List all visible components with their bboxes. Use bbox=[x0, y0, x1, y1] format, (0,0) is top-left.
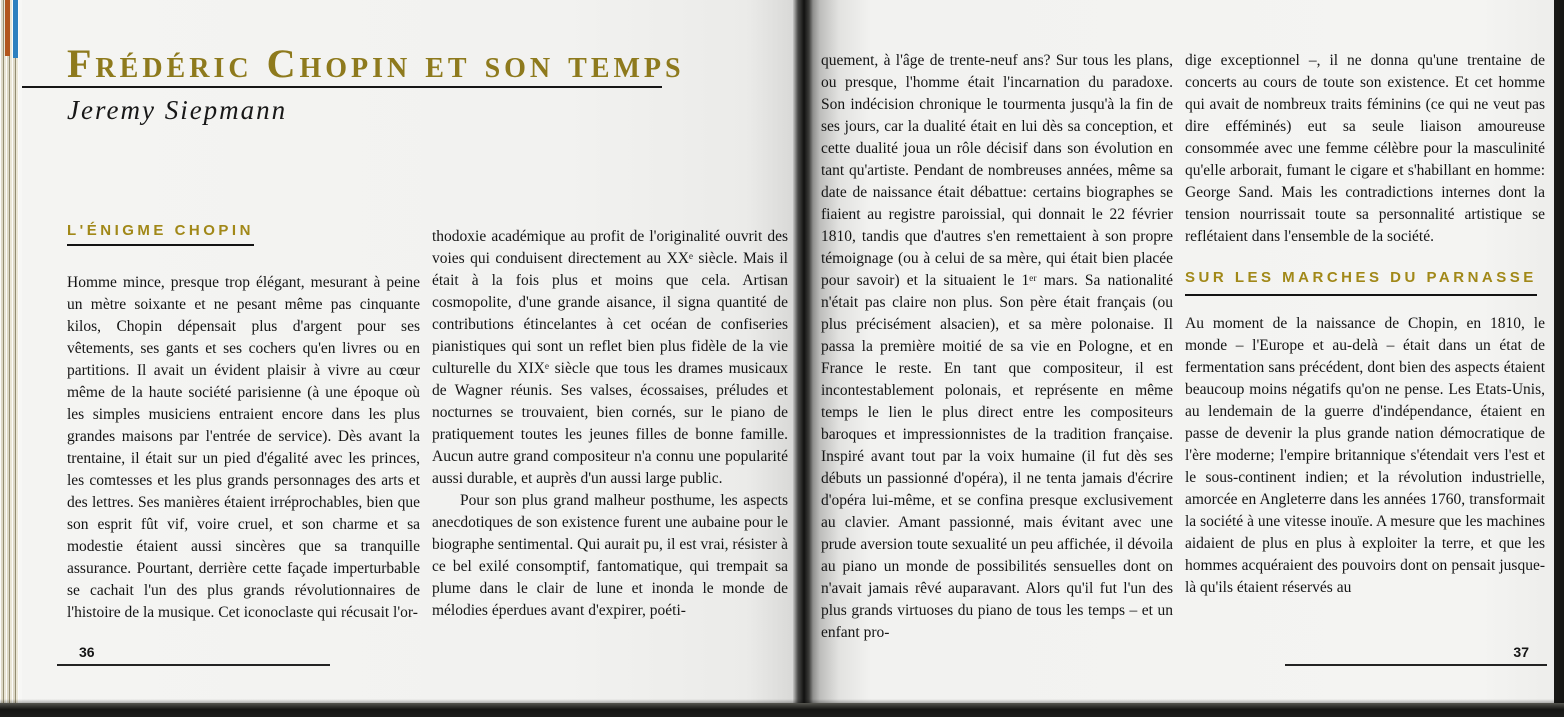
page-number: 37 bbox=[1513, 644, 1529, 660]
body-paragraph: quement, à l'âge de trente-neuf ans? Sur tous les plans, ou presque, l'homme était l'incarnation du paradoxe. Son indécision chronique le tourmenta jusqu'à la fin de ses jours, car la dualité était en lui dès sa conception, et cette dualité joua un rôle décisif dans son évolution en tant qu'artiste. Pendant de nombreuses années, même sa date de naissance était débattue: certains biographes se fiaient au registre paroissial, qui donnait le 22 février 1810, tandis que d'autres s'en remettaient à son propre témoignage (ou à celui de sa mère, qui était bien placée pour savoir) et la situaient le 1ᵉʳ mars. Sa nationalité n'était pas claire non plus. Son père était français (ou plus précisément alsacien), et sa mère polonaise. Il passa la première moitié de sa vie en Pologne, et en France le reste. En tant que compositeur, il est incontestablement polonais, et représente en même temps le lien le plus direct entre les compositeurs baroques et impressionnistes de la tradition française. Inspiré avant tout par la voix humaine (il fut dès ses débuts un passionné d'opéra), il ne tenta jamais d'écrire d'opéra lui-même, et se confina presque exclusivement au clavier. Amant passionné, mais évitant avec une prude aversion toute sexualité un peu affichée, il dévoila au piano un monde de possibilités sensuelles dont on n'avait jamais rêvé auparavant. Alors qu'il fut l'un des plus grands virtuoses du piano de tous les temps – et un enfant pro- bbox=[821, 52, 1173, 641]
page-fore-edges bbox=[0, 0, 22, 704]
author-name: Jeremy Siepmann bbox=[67, 95, 288, 125]
page-number-rule bbox=[57, 664, 330, 666]
blue-edge-stripe bbox=[13, 0, 18, 58]
body-paragraph: Homme mince, presque trop élégant, mesurant à peine un mètre soixante et ne pesant même pas cinquante kilos, Chopin dépensait plus d'argent pour ses vêtements, ses gants et ses cochers qu'en livres ou en partitions. Il avait un évident plaisir à vivre au cœur même de la haute société parisienne (à une époque où les simples musiciens entraient encore dans les plus grandes maisons par l'entrée de service). Dès avant la trentaine, il était sur un pied d'égalité avec les princes, les comtesses et les plus grands personnages des arts et des lettres. Ses manières étaient irréprochables, bien que son esprit fût vif, voire cruel, et son charme et sa modestie étaient aussi sincères que sa tranquille assurance. Pourtant, derrière cette façade imperturbable se cachait l'un des plus grands révolutionnaires de l'histoire de la musique. Cet iconoclaste qui récusait l'or- bbox=[67, 274, 420, 621]
body-paragraph: Au moment de la naissance de Chopin, en 1810, le monde – l'Europe et au-delà – était dans un état de fermentation sans précédent, dont bien des aspects étaient beaucoup moins négatifs qu'on ne pense. Les Etats-Unis, au lendemain de la guerre d'indépendance, étaient en passe de devenir la plus grande nation démocratique de l'ère moderne; l'empire britannique s'étendait vers l'est et le sous-continent indien; et la révolution industrielle, amorcée en Angleterre dans les années 1760, transformait la société à une vitesse inouïe. A mesure que les machines aidaient de plus en plus à exploiter la terre, et que les hommes acquéraient des pouvoirs dont on pensait jusque-là qu'ils étaient réservés au bbox=[1185, 315, 1545, 596]
chapter-title: Frédéric Chopin et son temps bbox=[67, 41, 685, 86]
book-cover-bottom bbox=[0, 703, 1564, 717]
right-page-column-2 bbox=[1185, 50, 1545, 599]
right-page-column-1 bbox=[821, 50, 1173, 644]
page-number: 36 bbox=[79, 644, 95, 660]
page-number-block-right bbox=[1285, 644, 1547, 666]
section-heading-marches-du-parnasse: SUR LES MARCHES DU PARNASSE bbox=[1185, 267, 1537, 296]
page-number-block-left bbox=[57, 644, 330, 666]
left-page-column-2 bbox=[432, 226, 788, 622]
right-page-edge-shadow bbox=[1554, 0, 1564, 704]
body-paragraph: Pour son plus grand malheur posthume, les aspects anecdotiques de son existence furent une aubaine pour le biographe sentimental. Qui aurait pu, il est vrai, résister à ce bel exilé consomptif, fantomatique, qui trempait sa plume dans le clair de lune et inonda le monde de mélodies éperdues avant d'expirer, poéti- bbox=[432, 492, 788, 619]
body-paragraph: dige exceptionnel –, il ne donna qu'une trentaine de concerts au cours de toute son existence. Et cet homme qui avait de nombreux traits féminins (ce qui ne veut pas dire efféminés) eut sa seule liaison amoureuse consommée avec une femme célèbre pour la masculinité qu'elle arborait, fumant le cigare et s'habillant en homme: George Sand. Mais les contradictions internes dont la tension nourrissait toute sa personnalité artistique se reflétaient dans l'ensemble de la société. bbox=[1185, 52, 1545, 245]
left-page bbox=[22, 0, 793, 704]
orange-edge-stripe bbox=[5, 0, 10, 56]
page-number-rule bbox=[1285, 664, 1547, 666]
right-page bbox=[813, 0, 1554, 704]
title-rule bbox=[22, 86, 662, 88]
body-paragraph: thodoxie académique au profit de l'originalité ouvrit des voies qui conduisent directement au XXᵉ siècle. Mais il était à la fois plus et moins que cela. Artisan cosmopolite, d'une grande aisance, il signa quantité de contributions étincelantes à cet océan de confiseries pianistiques qui sont un reflet bien plus fidèle de la vie culturelle du XIXᵉ siècle que tous les drames musicaux de Wagner réunis. Ses valses, écossaises, préludes et nocturnes se trouvaient, bien cornés, sur le piano de pratiquement toutes les jeunes filles de bonne famille. Aucun autre grand compositeur n'a connu une popularité aussi durable, et auprès d'un aussi large public. bbox=[432, 228, 788, 487]
section-heading-enigme-chopin: L'ÉNIGME CHOPIN bbox=[67, 222, 254, 246]
left-page-column-1 bbox=[67, 272, 420, 624]
book-gutter bbox=[793, 0, 813, 704]
